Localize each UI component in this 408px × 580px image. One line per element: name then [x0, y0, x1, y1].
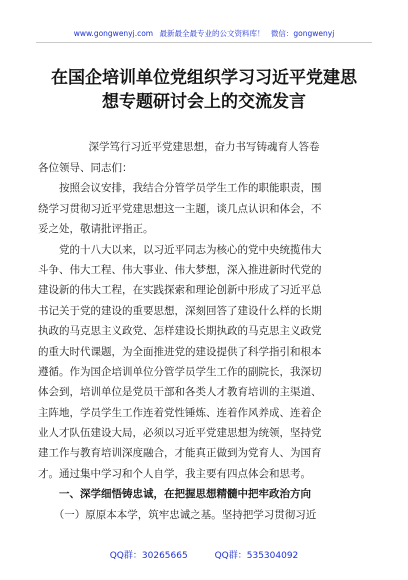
- header-wechat: 微信：gongwenyj: [270, 29, 335, 38]
- title-line-2: 想专题研讨会上的交流发言: [102, 92, 306, 112]
- body-line: 才。通过集中学习和个人自学，我主要有四点体会和思考。: [38, 467, 311, 480]
- title-line-1: 在国企培训单位党组织学习习近平党建思: [51, 68, 357, 88]
- body-line: 绕学习贯彻习近平党建思想这一主题，谈几点认识和体会，不: [38, 202, 322, 215]
- page-header: [0, 28, 408, 39]
- body-line: 执政的马克思主义政党、怎样建设长期执政的马克思主义政党: [38, 325, 322, 338]
- footer-qq-2: QQ群：535304092: [214, 551, 299, 561]
- body-line: 建设新的伟大工程，在实践探索和理论创新中形成了习近平总: [38, 284, 322, 297]
- document-title: [40, 66, 368, 114]
- header-tagline: 最新最全最专业的公文资料库！: [159, 29, 265, 38]
- footer-qq-1: QQ群：30265665: [109, 551, 188, 561]
- body-line: 各位领导、同志们：: [38, 162, 133, 174]
- body-line: 妥之处，敬请批评指正。: [38, 223, 154, 236]
- body-line: 业人才队伍建设大局，必须以习近平党建思想为统领，坚持党: [38, 427, 322, 440]
- body-line: 主阵地，学员学生工作连着党性锤炼、连着作风养成、连着企: [38, 406, 322, 419]
- page-footer: [0, 548, 408, 561]
- section-heading: 一、深学细悟铸忠诚，在把握思想精髓中把牢政治方向: [38, 488, 311, 501]
- body-line: 按照会议安排，我结合分管学员学生工作的职能职责，围: [38, 182, 322, 195]
- document-body: [38, 158, 370, 525]
- header-site[interactable]: www.gongwenyj.com: [73, 29, 154, 38]
- body-line: （一）原原本本学，筑牢忠诚之基。坚持把学习贯彻习近: [38, 508, 317, 521]
- header-divider: [36, 42, 372, 43]
- body-line: 党的十八大以来，以习近平同志为核心的党中央统揽伟大: [38, 243, 322, 256]
- body-line: 斗争、伟大工程、伟大事业、伟大梦想，深入推进新时代党的: [38, 263, 322, 276]
- body-line: 的重大时代课题，为全面推进党的建设提供了科学指引和根本: [38, 345, 322, 358]
- body-line: 建工作与教育培训深度融合，才能真正做到为党育人、为国育: [38, 447, 322, 460]
- body-line: 体会到，培训单位是党员干部和各类人才教育培训的主渠道、: [38, 386, 322, 399]
- body-line: 书记关于党的建设的重要思想，深刻回答了建设什么样的长期: [38, 304, 322, 317]
- body-line: 遵循。作为国企培训单位分管学员学生工作的副院长，我深切: [38, 365, 322, 378]
- document-subtitle: 深学笃行习近平党建思想，奋力书写铸魂育人答卷: [88, 141, 320, 153]
